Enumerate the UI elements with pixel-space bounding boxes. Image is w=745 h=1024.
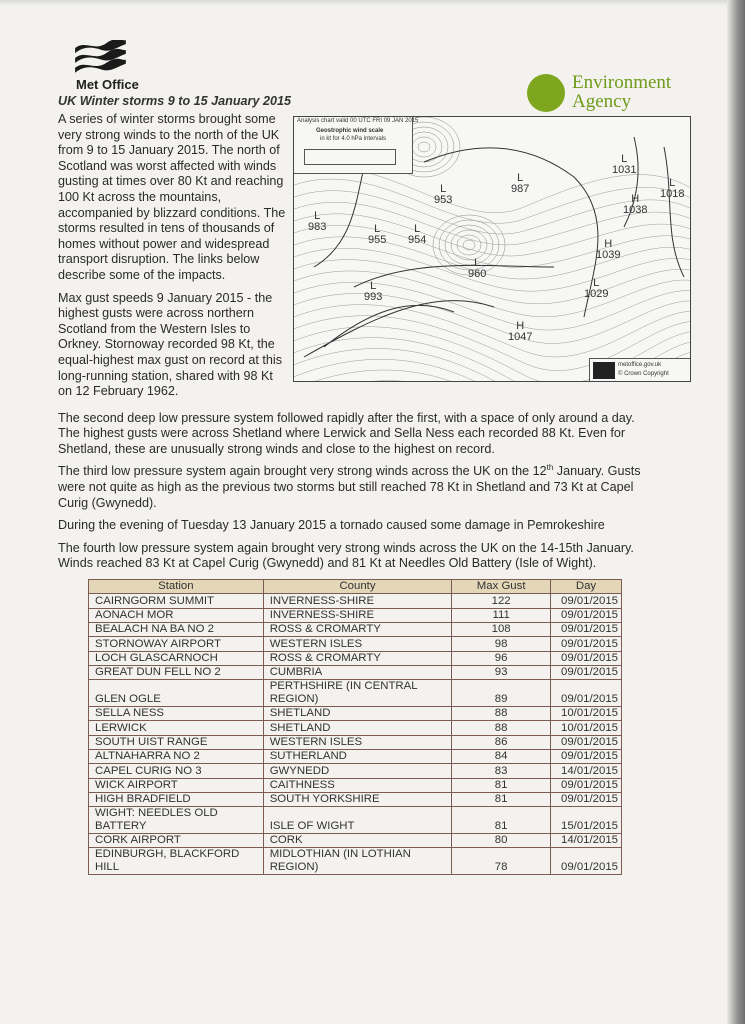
pressure-system bbox=[508, 321, 532, 343]
station-cell: EDINBURGH, BLACKFORD HILL bbox=[89, 848, 264, 875]
wind-scale-bar bbox=[304, 149, 396, 165]
system-type: L bbox=[593, 277, 600, 289]
day-cell: 09/01/2015 bbox=[551, 637, 622, 651]
system-pressure: 1029 bbox=[584, 288, 609, 300]
system-pressure: 954 bbox=[408, 234, 427, 246]
text: The third low pressure system again brought very strong winds across the UK on the 12 bbox=[58, 464, 547, 479]
county-cell: CUMBRIA bbox=[263, 665, 452, 679]
county-cell: PERTHSHIRE (IN CENTRAL REGION) bbox=[263, 680, 452, 707]
max-gust-cell: 88 bbox=[452, 721, 551, 735]
system-pressure: 1047 bbox=[508, 331, 533, 343]
met-office-wordmark: Met Office bbox=[76, 77, 139, 92]
third-storm-paragraph bbox=[58, 464, 658, 511]
day-cell: 09/01/2015 bbox=[551, 735, 622, 749]
left-column bbox=[58, 112, 290, 407]
county-cell: SHETLAND bbox=[263, 707, 452, 721]
county-cell: CAITHNESS bbox=[263, 778, 452, 792]
pressure-system bbox=[623, 194, 647, 216]
table-row bbox=[89, 792, 622, 806]
max-gust-cell: 89 bbox=[452, 680, 551, 707]
county-cell: INVERNESS-SHIRE bbox=[263, 608, 452, 622]
table-row bbox=[89, 651, 622, 665]
day-cell: 09/01/2015 bbox=[551, 848, 622, 875]
county-cell: MIDLOTHIAN (IN LOTHIAN REGION) bbox=[263, 848, 452, 875]
county-cell: SUTHERLAND bbox=[263, 750, 452, 764]
scan-top-edge bbox=[0, 0, 745, 6]
isobar bbox=[418, 142, 430, 152]
credit-url: metoffice.gov.uk bbox=[618, 362, 662, 368]
pressure-system bbox=[408, 224, 426, 246]
day-cell: 15/01/2015 bbox=[551, 807, 622, 834]
max-gust-cell: 86 bbox=[452, 735, 551, 749]
system-pressure: 1031 bbox=[612, 164, 637, 176]
system-pressure: 1038 bbox=[623, 204, 648, 216]
pressure-system bbox=[364, 281, 382, 303]
wind-scale-box bbox=[294, 117, 419, 174]
day-cell: 10/01/2015 bbox=[551, 707, 622, 721]
isobar bbox=[412, 137, 436, 157]
station-cell: CAPEL CURIG NO 3 bbox=[89, 764, 264, 778]
max-gust-cell: 84 bbox=[452, 750, 551, 764]
day-cell: 09/01/2015 bbox=[551, 750, 622, 764]
max-gust-cell: 111 bbox=[452, 608, 551, 622]
isobar bbox=[294, 257, 690, 304]
system-type: L bbox=[474, 257, 481, 269]
document-body bbox=[58, 112, 685, 875]
isobar bbox=[294, 248, 690, 291]
table-row bbox=[89, 848, 622, 875]
station-cell: SOUTH UIST RANGE bbox=[89, 735, 264, 749]
met-office-logo bbox=[68, 40, 128, 76]
isobar bbox=[294, 293, 690, 343]
station-cell: GREAT DUN FELL NO 2 bbox=[89, 665, 264, 679]
table-row bbox=[89, 735, 622, 749]
chart-caption: Analysis chart valid 00 UTC FRI 09 JAN 2015 bbox=[297, 118, 419, 124]
table-row bbox=[89, 764, 622, 778]
system-type: H bbox=[631, 193, 640, 205]
county-cell: WESTERN ISLES bbox=[263, 735, 452, 749]
table-header-row bbox=[89, 580, 622, 594]
system-type: L bbox=[517, 172, 524, 184]
system-pressure: 960 bbox=[468, 268, 487, 280]
max-gust-paragraph: Max gust speeds 9 January 2015 - the highest gusts were across northern Scotland from the Western Isles to Orkney. Stornoway recorded 98 Kt, the equal-highest max gust on record at this long-running station, shared with 98 Kt on 12 February 1962. bbox=[58, 290, 283, 399]
table-row bbox=[89, 665, 622, 679]
system-type: L bbox=[374, 223, 381, 235]
system-pressure: 1039 bbox=[596, 249, 621, 261]
isobar bbox=[294, 305, 690, 357]
system-type: L bbox=[440, 183, 447, 195]
pressure-system bbox=[584, 278, 608, 300]
pressure-system bbox=[308, 211, 326, 233]
table-row bbox=[89, 750, 622, 764]
table-row bbox=[89, 637, 622, 651]
day-cell: 09/01/2015 bbox=[551, 665, 622, 679]
credit-box bbox=[589, 358, 690, 381]
station-cell: ALTNAHARRA NO 2 bbox=[89, 750, 264, 764]
county-cell: GWYNEDD bbox=[263, 764, 452, 778]
tree-icon bbox=[527, 74, 565, 112]
day-cell: 09/01/2015 bbox=[551, 622, 622, 636]
day-cell: 09/01/2015 bbox=[551, 651, 622, 665]
system-pressure: 953 bbox=[434, 194, 453, 206]
table-row bbox=[89, 594, 622, 608]
day-cell: 14/01/2015 bbox=[551, 764, 622, 778]
station-cell: HIGH BRADFIELD bbox=[89, 792, 264, 806]
day-cell: 09/01/2015 bbox=[551, 608, 622, 622]
table-row bbox=[89, 834, 622, 848]
max-gust-cell: 78 bbox=[452, 848, 551, 875]
station-cell: SELLA NESS bbox=[89, 707, 264, 721]
county-cell: INVERNESS-SHIRE bbox=[263, 594, 452, 608]
max-gust-cell: 122 bbox=[452, 594, 551, 608]
intro-paragraph: A series of winter storms brought some very strong winds to the north of the UK from 9 to 15 January 2015. The north of Scotland was worst affected with winds gusting at times over 80 Kt and reaching 100 Kt across the mountains, accompanied by blizzard conditions. The storms resulted in tens of thousands of homes without power and widespread transport disruption. The links below describe some of the impacts. bbox=[58, 112, 286, 282]
system-type: L bbox=[370, 280, 377, 292]
col-max-gust: Max Gust bbox=[452, 580, 551, 594]
isobar bbox=[294, 234, 690, 279]
day-cell: 10/01/2015 bbox=[551, 721, 622, 735]
credit-copyright: © Crown Copyright bbox=[618, 371, 669, 377]
day-cell: 09/01/2015 bbox=[551, 792, 622, 806]
table-row bbox=[89, 807, 622, 834]
station-cell: WICK AIRPORT bbox=[89, 778, 264, 792]
day-cell: 14/01/2015 bbox=[551, 834, 622, 848]
max-gust-cell: 81 bbox=[452, 792, 551, 806]
table-row bbox=[89, 622, 622, 636]
station-cell: GLEN OGLE bbox=[89, 680, 264, 707]
page-title: UK Winter storms 9 to 15 January 2015 bbox=[58, 94, 291, 108]
station-cell: WIGHT: NEEDLES OLD BATTERY bbox=[89, 807, 264, 834]
isobar bbox=[457, 235, 481, 255]
table-row bbox=[89, 608, 622, 622]
station-cell: CORK AIRPORT bbox=[89, 834, 264, 848]
text: January. Gusts were not quite as high as the previous two storms but still reached 78 Kt in Shetland and 73 Kt at Capel Curig (Gwynedd). bbox=[58, 464, 641, 510]
day-cell: 09/01/2015 bbox=[551, 594, 622, 608]
table-row bbox=[89, 721, 622, 735]
superscript: th bbox=[546, 463, 554, 473]
max-gust-cell: 80 bbox=[452, 834, 551, 848]
table-row bbox=[89, 778, 622, 792]
table-row bbox=[89, 680, 622, 707]
full-width-text bbox=[58, 411, 658, 572]
pressure-system bbox=[468, 258, 486, 280]
environment-agency-wordmark: Environment Agency bbox=[572, 72, 672, 112]
county-cell: WESTERN ISLES bbox=[263, 637, 452, 651]
system-pressure: 1018 bbox=[660, 188, 685, 200]
system-type: L bbox=[314, 210, 321, 222]
county-cell: ROSS & CROMARTY bbox=[263, 651, 452, 665]
max-gust-cell: 81 bbox=[452, 778, 551, 792]
county-cell: SOUTH YORKSHIRE bbox=[263, 792, 452, 806]
station-cell: AONACH MOR bbox=[89, 608, 264, 622]
table-row bbox=[89, 707, 622, 721]
max-gust-cell: 83 bbox=[452, 764, 551, 778]
pressure-system bbox=[660, 178, 684, 200]
pressure-system bbox=[596, 239, 620, 261]
county-cell: ROSS & CROMARTY bbox=[263, 622, 452, 636]
tornado-paragraph: During the evening of Tuesday 13 January 2015 a tornado caused some damage in Pemrokeshire bbox=[58, 518, 605, 533]
max-gust-cell: 96 bbox=[452, 651, 551, 665]
isobar bbox=[294, 214, 690, 256]
pressure-system bbox=[434, 184, 452, 206]
max-gust-cell: 93 bbox=[452, 665, 551, 679]
system-pressure: 955 bbox=[368, 234, 387, 246]
pressure-system bbox=[511, 173, 529, 195]
max-gust-table bbox=[88, 579, 622, 875]
isobar bbox=[463, 240, 475, 250]
system-type: L bbox=[669, 177, 676, 189]
county-cell: SHETLAND bbox=[263, 721, 452, 735]
system-type: L bbox=[621, 153, 628, 165]
top-section bbox=[58, 112, 685, 407]
system-type: H bbox=[516, 320, 525, 332]
station-cell: BEALACH NA BA NO 2 bbox=[89, 622, 264, 636]
system-type: L bbox=[414, 223, 421, 235]
system-pressure: 993 bbox=[364, 291, 383, 303]
col-station: Station bbox=[89, 580, 264, 594]
wind-scale-subtitle: in kt for 4.0 hPa intervals bbox=[320, 136, 387, 142]
pressure-system bbox=[612, 154, 636, 176]
synoptic-chart bbox=[293, 116, 691, 382]
second-storm-paragraph: The second deep low pressure system followed rapidly after the first, with a space of only around a day. The highest gusts were across Shetland where Lerwick and Sella Ness each recorded 88 Kt. Even for Shetland, these are unusually strong winds and close to the highest on record. bbox=[58, 410, 635, 456]
station-cell: LERWICK bbox=[89, 721, 264, 735]
station-cell: LOCH GLASCARNOCH bbox=[89, 651, 264, 665]
col-day: Day bbox=[551, 580, 622, 594]
station-cell: CAIRNGORM SUMMIT bbox=[89, 594, 264, 608]
max-gust-cell: 81 bbox=[452, 807, 551, 834]
scan-right-edge bbox=[727, 0, 745, 1024]
max-gust-cell: 98 bbox=[452, 637, 551, 651]
county-cell: CORK bbox=[263, 834, 452, 848]
county-cell: ISLE OF WIGHT bbox=[263, 807, 452, 834]
system-pressure: 983 bbox=[308, 221, 327, 233]
system-pressure: 987 bbox=[511, 183, 530, 195]
met-office-small-logo bbox=[593, 362, 615, 379]
station-cell: STORNOWAY AIRPORT bbox=[89, 637, 264, 651]
isobar bbox=[294, 268, 690, 317]
max-gust-cell: 88 bbox=[452, 707, 551, 721]
system-type: H bbox=[604, 238, 613, 250]
col-county: County bbox=[263, 580, 452, 594]
day-cell: 09/01/2015 bbox=[551, 778, 622, 792]
pressure-system bbox=[368, 224, 386, 246]
wind-scale-title: Geostrophic wind scale bbox=[316, 128, 384, 134]
fourth-storm-paragraph: The fourth low pressure system again brought very strong winds across the UK on the 14-15th January. Winds reached 83 Kt at Capel Curig (Gwynedd) and 81 Kt at Needles Old Battery (Isle of Wight). bbox=[58, 540, 634, 571]
day-cell: 09/01/2015 bbox=[551, 680, 622, 707]
max-gust-cell: 108 bbox=[452, 622, 551, 636]
